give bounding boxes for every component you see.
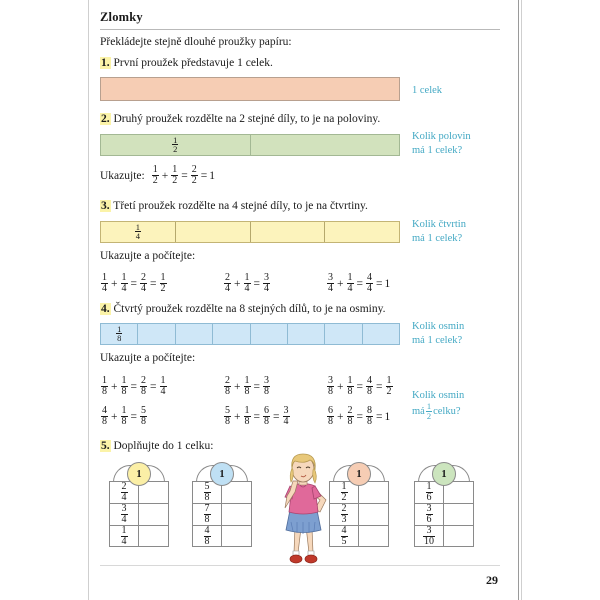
task-1-text: První proužek představuje 1 celek. [113,57,273,69]
e1-b: $\frac{1}{8}$ [121,374,127,397]
e1-a: $\frac{1}{8}$ [102,374,107,397]
e2-a: $\frac{2}{8}$ [225,374,230,397]
q1-a: $\frac{1}{4}$ [102,271,107,294]
prompt-quarters: Ukazujte a počítejte: [100,250,196,262]
page-number: 29 [486,573,498,587]
equation-eighths-6 [326,406,390,427]
page-right-rule-outer [521,0,522,600]
strip-quarters [100,221,400,243]
e6-result: 1 [384,410,391,423]
e1-eq1: = [130,380,137,393]
title-divider [100,29,500,30]
table-4-circle-label: 1 [441,468,447,480]
task-2-number: 2. [101,113,110,125]
strip-quarters-cell-3 [250,222,325,242]
strip-eighths-cell-3 [175,324,212,344]
table-3-row-1-fraction: $\frac{1}{2}$ [330,482,359,504]
table-1-row-2-answer[interactable] [139,504,168,526]
equation-eighths-2 [223,376,271,397]
note-eighths-half-line2 [412,403,464,421]
e1-plus: + [111,380,118,393]
frac-1-2-a: $\frac{1}{2}$ [152,163,158,186]
e5-plus: + [234,410,241,423]
note-eighths-whole-line1: Kolik osmin [412,321,465,332]
table-1-row-3-fraction: $\frac{1}{4}$ [110,526,139,547]
frac-1-2-b: $\frac{1}{2}$ [172,163,178,186]
e5-c: $\frac{6}{8}$ [264,404,269,427]
prompt-eighths: Ukazujte a počítejte: [100,352,196,364]
equation-quarters-3 [326,273,390,294]
note-eighths-whole-line2: má 1 celek? [412,334,463,346]
note-halves [412,130,471,157]
strip-eighths-cell-6 [287,324,324,344]
e1-eq2: = [150,380,157,393]
note-halves-line1: Kolik polovin [412,131,471,142]
table-2-row-3-answer[interactable] [222,526,251,547]
e4-a: $\frac{4}{8}$ [102,404,107,427]
q3-a: $\frac{3}{4}$ [328,271,333,294]
q3-result: 1 [384,277,391,290]
strip-eighths-cell-2 [137,324,174,344]
strip-quarters-cell-4 [324,222,399,242]
girl-thinking-illustration [268,452,338,572]
fraction-one-eighth: $\frac{1}{8}$ [117,323,122,343]
q1-eq1: = [130,277,137,290]
table-3-row-2-fraction: $\frac{2}{3}$ [330,504,359,526]
strip-halves [100,134,400,156]
page-content [100,0,510,600]
q3-eq2: = [376,277,383,290]
table-2-row-3-fraction: $\frac{4}{8}$ [193,526,222,547]
table-3-circle-label: 1 [356,468,362,480]
note-frac-one-half: $\frac{1}{2}$ [426,401,432,421]
fraction-table-3 [329,481,389,547]
table-1-row-1-answer[interactable] [139,482,168,504]
e3-plus: + [337,380,344,393]
table-4-row-1-answer[interactable] [444,482,473,504]
table-2-row-1-answer[interactable] [222,482,251,504]
table-3-row-3-fraction: $\frac{4}{5}$ [330,526,359,547]
table-4-row-3-answer[interactable] [444,526,473,547]
footer-divider [100,565,500,566]
note-half-pre: má [412,405,425,417]
e6-eq1: = [356,410,363,423]
task-3 [100,200,368,212]
q3-plus: + [337,277,344,290]
e6-a: $\frac{6}{8}$ [328,404,333,427]
intro-text: Překládejte stejně dlouhé proužky papíru: [100,36,292,48]
task-4-text: Čtvrtý proužek rozdělte na 8 stejných dílů, to je na osminy. [113,303,386,315]
e2-plus: + [234,380,241,393]
e3-c: $\frac{4}{8}$ [367,374,372,397]
table-4-row-3-fraction: $\frac{3}{10}$ [415,526,444,547]
strip-quarters-cell-2 [175,222,250,242]
e4-plus: + [111,410,118,423]
table-1-circle [127,462,151,486]
table-4-row-1-fraction: $\frac{1}{6}$ [415,482,444,504]
task-1-number: 1. [101,57,110,69]
strip-eighths-cell-1 [101,324,137,344]
e4-eq1: = [130,410,137,423]
table-4-row-2-answer[interactable] [444,504,473,526]
q3-c: $\frac{4}{4}$ [367,271,372,294]
fraction-table-1 [109,481,169,547]
table-2-row-2-fraction: $\frac{7}{8}$ [193,504,222,526]
strip-eighths-cell-5 [250,324,287,344]
q2-a: $\frac{2}{4}$ [225,271,230,294]
strip-eighths [100,323,400,345]
note-quarters-line2: má 1 celek? [412,232,463,244]
fraction-one-quarter: $\frac{1}{4}$ [135,221,140,241]
e3-eq2: = [376,380,383,393]
q2-plus: + [234,277,241,290]
note-eighths-half-line1: Kolik osmin [412,390,465,401]
e5-b: $\frac{1}{8}$ [244,404,250,427]
task-1 [100,57,273,69]
op-plus: + [161,169,169,182]
note-half-post: celku? [433,405,461,417]
e2-c: $\frac{3}{8}$ [264,374,269,397]
e1-d: $\frac{1}{4}$ [160,374,166,397]
table-2-row-2-answer[interactable] [222,504,251,526]
table-3-row-2-answer[interactable] [359,504,388,526]
note-halves-line2: má 1 celek? [412,144,463,156]
fraction-table-4 [414,481,474,547]
q3-eq1: = [356,277,363,290]
strip-whole-cell-1 [101,78,399,100]
page-title: Zlomky [100,10,143,24]
e4-c: $\frac{5}{8}$ [141,404,146,427]
e3-eq1: = [356,380,363,393]
frac-2-2: $\frac{2}{2}$ [191,163,197,186]
strip-quarters-cell-1 [101,222,175,242]
strip-whole [100,77,400,101]
equation-eighths-5 [223,406,291,427]
equation-quarters-1 [100,273,168,294]
q1-d: $\frac{1}{2}$ [160,271,166,294]
e3-b: $\frac{1}{8}$ [347,374,353,397]
e6-c: $\frac{8}{8}$ [367,404,372,427]
e3-d: $\frac{1}{2}$ [386,374,392,397]
note-eighths-half [412,389,464,421]
e5-d: $\frac{3}{4}$ [283,404,289,427]
table-1-row-3-answer[interactable] [139,526,168,547]
q2-eq1: = [253,277,260,290]
task-3-number: 3. [101,200,110,212]
q2-b: $\frac{1}{4}$ [244,271,250,294]
table-2-circle [210,462,234,486]
table-3-row-3-answer[interactable] [359,526,388,547]
task-5 [100,440,213,452]
e6-plus: + [337,410,344,423]
prompt-ukazujte: Ukazujte: [100,169,145,182]
task-2 [100,113,380,125]
equation-eighths-1 [100,376,168,397]
strip-eighths-cell-8 [362,324,399,344]
strip-halves-cell-1 [101,135,250,155]
table-4-circle [432,462,456,486]
task-5-text: Doplňujte do 1 celku: [113,440,214,452]
table-3-row-1-answer[interactable] [359,482,388,504]
table-1-row-1-fraction: $\frac{2}{4}$ [110,482,139,504]
table-2-circle-label: 1 [219,468,225,480]
strip-whole-label: 1 celek [412,85,443,96]
op-equals-2: = [200,169,208,182]
result-halves: 1 [209,169,215,182]
strip-eighths-cell-7 [324,324,361,344]
q3-b: $\frac{1}{4}$ [347,271,353,294]
note-quarters [412,218,466,245]
equation-eighths-4 [100,406,148,427]
e2-eq1: = [253,380,260,393]
table-3-circle [347,462,371,486]
table-4-row-2-fraction: $\frac{3}{6}$ [415,504,444,526]
page-right-rule [518,0,519,600]
e5-a: $\frac{5}{8}$ [225,404,230,427]
task-4 [100,303,386,315]
q1-eq2: = [150,277,157,290]
table-1-row-2-fraction: $\frac{3}{4}$ [110,504,139,526]
q1-b: $\frac{1}{4}$ [121,271,127,294]
e1-c: $\frac{2}{8}$ [141,374,146,397]
strip-halves-cell-2 [250,135,400,155]
page-left-rule [88,0,89,600]
fraction-one-half: $\frac{1}{2}$ [173,134,178,154]
strip-eighths-cell-4 [212,324,249,344]
q1-c: $\frac{2}{4}$ [141,271,146,294]
task-3-text: Třetí proužek rozdělte na 4 stejné díly, to je na čtvrtiny. [113,200,368,212]
equation-quarters-2 [223,273,271,294]
e3-a: $\frac{3}{8}$ [328,374,333,397]
note-quarters-line1: Kolik čtvrtin [412,219,466,230]
e5-eq1: = [253,410,260,423]
q1-plus: + [111,277,118,290]
op-equals-1: = [181,169,188,182]
note-eighths-whole [412,320,464,347]
fraction-table-2 [192,481,252,547]
task-5-number: 5. [101,440,110,452]
equation-eighths-3 [326,376,394,397]
task-2-text: Druhý proužek rozdělte na 2 stejné díly, to je na poloviny. [113,113,381,125]
equation-halves [100,165,215,186]
e6-b: $\frac{2}{8}$ [347,404,353,427]
task-4-number: 4. [101,303,110,315]
table-1-circle-label: 1 [136,468,142,480]
table-2-row-1-fraction: $\frac{5}{8}$ [193,482,222,504]
q2-c: $\frac{3}{4}$ [264,271,269,294]
e5-eq2: = [273,410,280,423]
e4-b: $\frac{1}{8}$ [121,404,127,427]
e2-b: $\frac{1}{8}$ [244,374,250,397]
e6-eq2: = [376,410,383,423]
